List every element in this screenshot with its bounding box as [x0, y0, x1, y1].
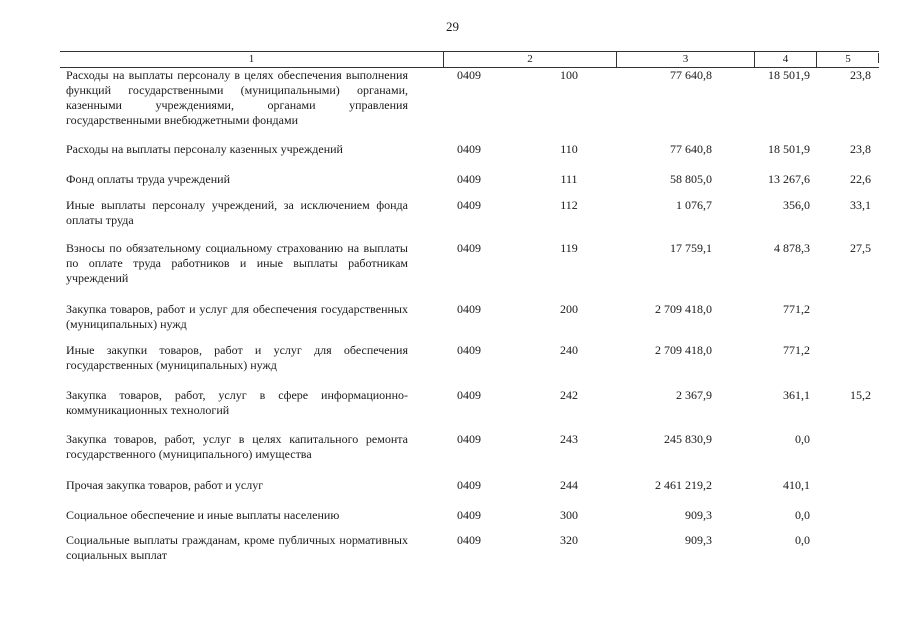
- row-fact: 356,0: [783, 198, 810, 212]
- row-code: 111: [560, 172, 578, 186]
- row-plan: 909,3: [685, 508, 712, 522]
- row-code: 320: [560, 533, 578, 547]
- row-fact: 18 501,9: [768, 68, 810, 82]
- row-section: 0409: [457, 241, 481, 255]
- row-fact: 0,0: [795, 533, 810, 547]
- row-name: Закупка товаров, работ, услуг в сфере информационно-коммуникационных технологий: [66, 388, 408, 417]
- row-code: 240: [560, 343, 578, 357]
- row-section: 0409: [457, 343, 481, 357]
- row-section: 0409: [457, 508, 481, 522]
- row-plan: 2 709 418,0: [655, 302, 712, 316]
- row-percent: 27,5: [850, 241, 871, 255]
- row-section: 0409: [457, 388, 481, 402]
- row-percent: 22,6: [850, 172, 871, 186]
- header-col-5: 5: [816, 52, 879, 67]
- row-name: Социальные выплаты гражданам, кроме публичных нормативных социальных выплат: [66, 533, 408, 562]
- row-section: 0409: [457, 302, 481, 316]
- row-code: 100: [560, 68, 578, 82]
- row-code: 243: [560, 432, 578, 446]
- page-number: 29: [446, 19, 459, 34]
- row-plan: 1 076,7: [676, 198, 712, 212]
- row-fact: 18 501,9: [768, 142, 810, 156]
- header-col-1: 1: [248, 53, 255, 65]
- row-plan: 245 830,9: [664, 432, 712, 446]
- row-fact: 361,1: [783, 388, 810, 402]
- row-plan: 77 640,8: [670, 142, 712, 156]
- row-plan: 2 461 219,2: [655, 478, 712, 492]
- row-percent: 23,8: [850, 142, 871, 156]
- row-section: 0409: [457, 432, 481, 446]
- row-plan: 58 805,0: [670, 172, 712, 186]
- row-section: 0409: [457, 533, 481, 547]
- header-col-2: 2: [443, 52, 616, 67]
- row-name: Расходы на выплаты персоналу в целях обеспечения выполнения функций государственными (муниципальными) органами, казенными учреждениями, органами управления государственными внебюджетными фондами: [66, 68, 408, 127]
- row-section: 0409: [457, 68, 481, 82]
- row-percent: 23,8: [850, 68, 871, 82]
- row-fact: 771,2: [783, 302, 810, 316]
- row-plan: 77 640,8: [670, 68, 712, 82]
- row-name: Закупка товаров, работ, услуг в целях капитального ремонта государственного (муниципального) имущества: [66, 432, 408, 461]
- row-plan: 909,3: [685, 533, 712, 547]
- row-fact: 771,2: [783, 343, 810, 357]
- row-fact: 0,0: [795, 508, 810, 522]
- row-name: Социальное обеспечение и иные выплаты населению: [66, 508, 340, 522]
- row-code: 200: [560, 302, 578, 316]
- header-col-3: 3: [616, 52, 754, 67]
- row-code: 119: [560, 241, 578, 255]
- row-fact: 0,0: [795, 432, 810, 446]
- row-name: Расходы на выплаты персоналу казенных учреждений: [66, 142, 343, 156]
- row-name: Взносы по обязательному социальному страхованию на выплаты по оплате труда работников и иные выплаты работникам учреждений: [66, 241, 408, 285]
- row-percent: 15,2: [850, 388, 871, 402]
- row-plan: 2 709 418,0: [655, 343, 712, 357]
- row-name: Иные выплаты персоналу учреждений, за исключением фонда оплаты труда: [66, 198, 408, 227]
- row-percent: 33,1: [850, 198, 871, 212]
- row-section: 0409: [457, 172, 481, 186]
- row-fact: 13 267,6: [768, 172, 810, 186]
- row-name: Иные закупки товаров, работ и услуг для обеспечения государственных (муниципальных) нужд: [66, 343, 408, 372]
- row-name: Фонд оплаты труда учреждений: [66, 172, 230, 186]
- row-code: 244: [560, 478, 578, 492]
- row-code: 110: [560, 142, 578, 156]
- table-header-row: [60, 51, 879, 68]
- row-fact: 410,1: [783, 478, 810, 492]
- header-col-4: 4: [754, 52, 816, 67]
- row-plan: 2 367,9: [676, 388, 712, 402]
- row-code: 112: [560, 198, 578, 212]
- row-code: 300: [560, 508, 578, 522]
- row-section: 0409: [457, 198, 481, 212]
- row-fact: 4 878,3: [774, 241, 810, 255]
- row-plan: 17 759,1: [670, 241, 712, 255]
- row-section: 0409: [457, 478, 481, 492]
- row-section: 0409: [457, 142, 481, 156]
- row-name: Закупка товаров, работ и услуг для обеспечения государственных (муниципальных) нужд: [66, 302, 408, 331]
- row-code: 242: [560, 388, 578, 402]
- row-name: Прочая закупка товаров, работ и услуг: [66, 478, 264, 492]
- budget-table: [60, 51, 879, 562]
